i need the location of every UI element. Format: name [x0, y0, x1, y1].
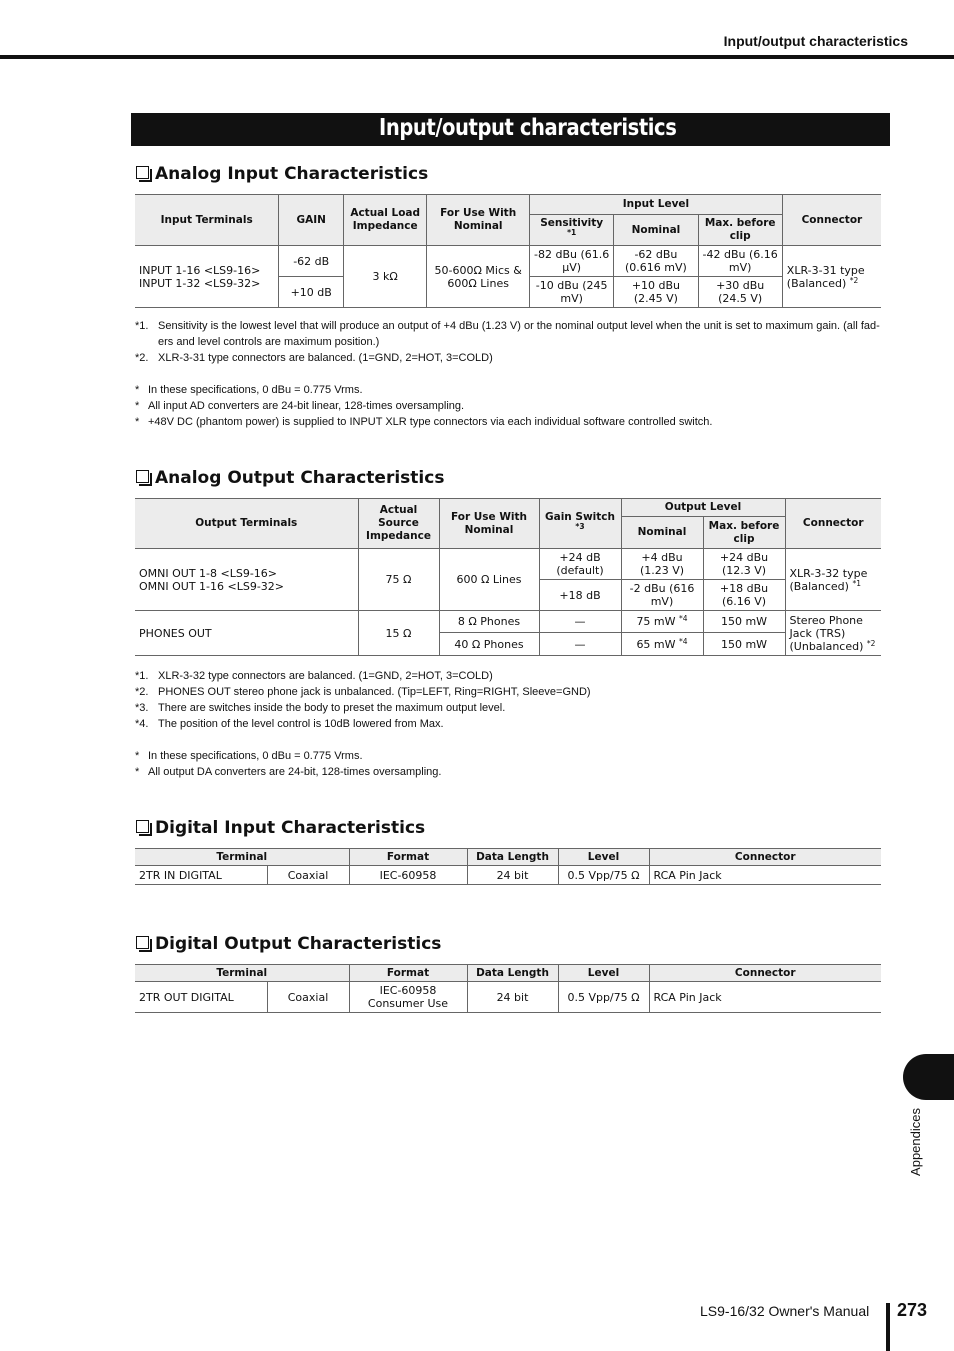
sensitivity-high-cell: -10 dBu (245 mV) [530, 277, 614, 308]
phones-use-b-cell: 40 Ω Phones [439, 633, 539, 656]
analog-input-heading-text: Analog Input Characteristics [155, 164, 429, 184]
omni-nominal-b-cell: -2 dBu (616 mV) [621, 580, 703, 611]
col-data-length: Data Length [467, 965, 558, 982]
col-format: Format [349, 965, 467, 982]
omni-impedance-cell: 75 Ω [358, 549, 439, 611]
level-cell: 0.5 Vpp/75 Ω [558, 982, 649, 1013]
omni-terminals-cell: OMNI OUT 1-8 <LS9-16> OMNI OUT 1-16 <LS9-32> [135, 549, 358, 611]
col-output-level: Output Level [621, 499, 785, 517]
level-cell: 0.5 Vpp/75 Ω [558, 866, 649, 885]
connector-cell: RCA Pin Jack [649, 982, 881, 1013]
gain-low-cell: -62 dB [279, 246, 344, 277]
terminal-cell: 2TR IN DIGITAL [135, 866, 267, 885]
type-cell: Coaxial [267, 866, 349, 885]
note: * In these specifications, 0 dBu = 0.775 Vrms. [135, 750, 363, 762]
note: * All output DA converters are 24-bit, 128-times oversampling. [135, 766, 442, 778]
col-input-level: Input Level [530, 195, 783, 215]
page-number: 273 [897, 1300, 928, 1320]
col-terminal: Terminal [135, 965, 349, 982]
max-high-cell: +30 dBu (24.5 V) [698, 277, 782, 308]
footnote: *2. XLR-3-31 type connectors are balanced. (1=GND, 2=HOT, 3=COLD) [135, 352, 493, 364]
type-cell: Coaxial [267, 982, 349, 1013]
section-tab [903, 1054, 954, 1100]
col-level: Level [558, 965, 649, 982]
digital-output-heading-text: Digital Output Characteristics [155, 934, 442, 954]
col-source-impedance: Actual Source Impedance [358, 499, 439, 549]
max-low-cell: -42 dBu (6.16 mV) [698, 246, 782, 277]
col-nominal: Nominal [614, 215, 698, 246]
col-output-terminals: Output Terminals [135, 499, 358, 549]
col-format: Format [349, 849, 467, 866]
phones-impedance-cell: 15 Ω [358, 611, 439, 656]
col-max: Max. before clip [703, 517, 785, 549]
col-input-terminals: Input Terminals [135, 195, 279, 246]
digital-input-table [135, 848, 881, 885]
col-sensitivity: Sensitivity $^{*1}$ [530, 215, 614, 246]
title-bar [131, 113, 890, 146]
header-rule [0, 55, 954, 59]
note: * All input AD converters are 24-bit linear, 128-times oversampling. [135, 400, 465, 412]
analog-input-table [135, 194, 881, 308]
omni-gain-a-cell: +24 dB (default) [539, 549, 621, 580]
footer-rule [886, 1303, 890, 1351]
omni-max-b-cell: +18 dBu (6.16 V) [703, 580, 785, 611]
nominal-use-cell: 50-600Ω Mics & 600Ω Lines [427, 246, 530, 308]
col-nominal: Nominal [621, 517, 703, 549]
col-gain-switch: Gain Switch $^{*3}$ [539, 499, 621, 549]
input-terminals-cell: INPUT 1-16 <LS9-16> INPUT 1-32 <LS9-32> [135, 246, 279, 308]
analog-output-heading-text: Analog Output Characteristics [155, 468, 445, 488]
digital-input-heading-text: Digital Input Characteristics [155, 818, 426, 838]
footnote: *3. There are switches inside the body to preset the maximum output level. [135, 702, 506, 714]
format-cell: IEC-60958 [349, 866, 467, 885]
col-max: Max. before clip [698, 215, 782, 246]
phones-gain-b-cell: — [539, 633, 621, 656]
phones-connector-cell: Stereo Phone Jack (TRS) (Unbalanced) $^{*2}$ [785, 611, 881, 656]
col-nominal-use: For Use With Nominal [439, 499, 539, 549]
side-label: Appendices [908, 1108, 923, 1176]
col-nominal-use: For Use With Nominal [427, 195, 530, 246]
impedance-cell: 3 kΩ [344, 246, 427, 308]
phones-max-b-cell: 150 mW [703, 633, 785, 656]
analog-output-table [135, 498, 881, 656]
col-connector: Connector [649, 849, 881, 866]
checkbox-bullet-icon [136, 936, 149, 949]
checkbox-bullet-icon [136, 820, 149, 833]
nominal-low-cell: -62 dBu (0.616 mV) [614, 246, 698, 277]
footnote: *1. Sensitivity is the lowest level that will produce an output of +4 dBu (1.23 V) or the nominal output level when the unit is set to maximum gain. (all fad- [135, 320, 880, 332]
analog-input-footnotes [135, 318, 880, 430]
digital-output-table [135, 964, 881, 1013]
analog-output-footnotes [135, 668, 591, 780]
data-length-cell: 24 bit [467, 982, 558, 1013]
omni-max-a-cell: +24 dBu (12.3 V) [703, 549, 785, 580]
footnote: *4. The position of the level control is 10dB lowered from Max. [135, 718, 444, 730]
phones-terminal-cell: PHONES OUT [135, 611, 358, 656]
col-impedance: Actual Load Impedance [344, 195, 427, 246]
col-connector: Connector [649, 965, 881, 982]
running-header: Input/output characteristics [723, 33, 908, 49]
checkbox-bullet-icon [136, 166, 149, 179]
phones-use-a-cell: 8 Ω Phones [439, 611, 539, 633]
footnote: *2. PHONES OUT stereo phone jack is unbalanced. (Tip=LEFT, Ring=RIGHT, Sleeve=GND) [135, 686, 591, 698]
sensitivity-low-cell: -82 dBu (61.6 μV) [530, 246, 614, 277]
note: * In these specifications, 0 dBu = 0.775 Vrms. [135, 384, 363, 396]
omni-connector-cell: XLR-3-32 type (Balanced) $^{*1}$ [785, 549, 881, 611]
omni-nominal-a-cell: +4 dBu (1.23 V) [621, 549, 703, 580]
col-level: Level [558, 849, 649, 866]
phones-gain-a-cell: — [539, 611, 621, 633]
col-gain: GAIN [279, 195, 344, 246]
analog-input-heading [136, 164, 428, 184]
gain-high-cell: +10 dB [279, 277, 344, 308]
page-title: Input/output characteristics [379, 115, 677, 141]
omni-use-cell: 600 Ω Lines [439, 549, 539, 611]
terminal-cell: 2TR OUT DIGITAL [135, 982, 267, 1013]
phones-max-a-cell: 150 mW [703, 611, 785, 633]
col-terminal: Terminal [135, 849, 349, 866]
nominal-high-cell: +10 dBu (2.45 V) [614, 277, 698, 308]
footnote: *1. XLR-3-32 type connectors are balanced. (1=GND, 2=HOT, 3=COLD) [135, 670, 493, 682]
connector-cell: XLR-3-31 type (Balanced) $^{*2}$ [782, 246, 881, 308]
note: * +48V DC (phantom power) is supplied to INPUT XLR type connectors via each individual software controlled switch. [135, 416, 713, 428]
col-data-length: Data Length [467, 849, 558, 866]
analog-output-heading [136, 468, 444, 488]
digital-input-heading [136, 818, 425, 838]
col-connector: Connector [782, 195, 881, 246]
data-length-cell: 24 bit [467, 866, 558, 885]
checkbox-bullet-icon [136, 470, 149, 483]
phones-nominal-a-cell: 75 mW $^{*4}$ [621, 611, 703, 633]
footer-manual-name: LS9-16/32 Owner's Manual [700, 1303, 870, 1319]
col-connector: Connector [785, 499, 881, 549]
digital-output-heading [136, 934, 441, 954]
footnote: ers and level controls are maximum position.) [158, 336, 380, 348]
omni-gain-b-cell: +18 dB [539, 580, 621, 611]
connector-cell: RCA Pin Jack [649, 866, 881, 885]
format-cell: IEC-60958 Consumer Use [349, 982, 467, 1013]
phones-nominal-b-cell: 65 mW $^{*4}$ [621, 633, 703, 656]
